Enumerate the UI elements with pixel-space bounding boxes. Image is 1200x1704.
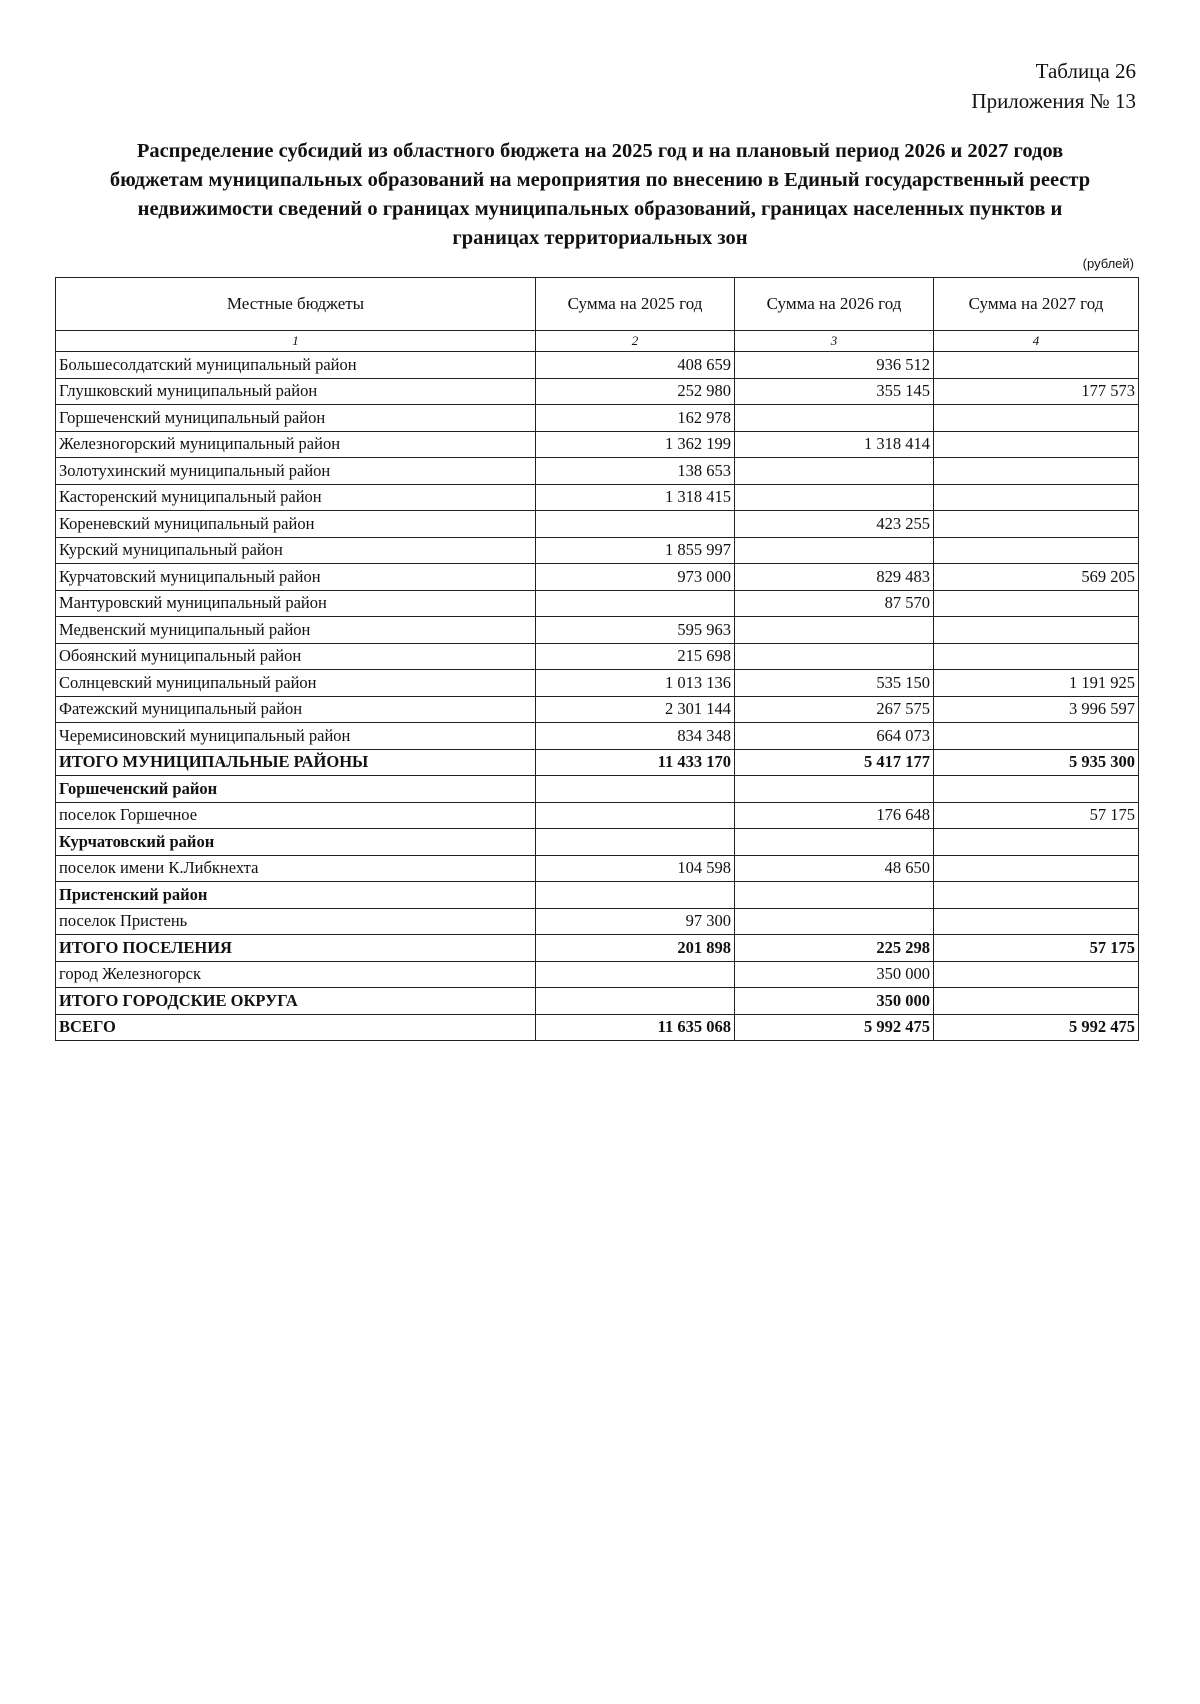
amount-2026: 48 650: [735, 855, 934, 882]
title-line: бюджетам муниципальных образований на мероприятия по внесению в Единый государственный реестр: [109, 169, 1091, 191]
amount-2026: 355 145: [735, 378, 934, 405]
table-row: [56, 908, 1139, 935]
document-title: [60, 137, 1140, 253]
amount-2027: [934, 643, 1139, 670]
table-row: [56, 696, 1139, 723]
amount-2027: [934, 590, 1139, 617]
table-row: [56, 723, 1139, 750]
amount-2025: [536, 961, 735, 988]
table-body: [56, 331, 1139, 1041]
table-row: [56, 564, 1139, 591]
amount-2025: 973 000: [536, 564, 735, 591]
amount-2027: 3 996 597: [934, 696, 1139, 723]
amount-2027: 5 992 475: [934, 1014, 1139, 1041]
amount-2027: [934, 855, 1139, 882]
amount-2026: 423 255: [735, 511, 934, 538]
row-name: ИТОГО ГОРОДСКИЕ ОКРУГА: [56, 988, 536, 1015]
amount-2026: 664 073: [735, 723, 934, 750]
amount-2026: 87 570: [735, 590, 934, 617]
amount-2025: 215 698: [536, 643, 735, 670]
title-line: Распределение субсидий из областного бюджета на 2025 год и на плановый период 2026 и 2027 годов: [136, 140, 1064, 162]
amount-2025: 1 318 415: [536, 484, 735, 511]
amount-2026: 350 000: [735, 988, 934, 1015]
row-name: Обоянский муниципальный район: [56, 643, 536, 670]
amount-2027: [934, 908, 1139, 935]
amount-2026: 225 298: [735, 935, 934, 962]
amount-2026: 267 575: [735, 696, 934, 723]
amount-2027: [934, 988, 1139, 1015]
amount-2026: [735, 484, 934, 511]
amount-2025: 408 659: [536, 352, 735, 379]
amount-2026: [735, 405, 934, 432]
amount-2025: 201 898: [536, 935, 735, 962]
amount-2025: 97 300: [536, 908, 735, 935]
amount-2026: [735, 882, 934, 909]
table-total-row: [56, 935, 1139, 962]
table-total-row: [56, 776, 1139, 803]
amount-2025: 252 980: [536, 378, 735, 405]
amount-2026: 829 483: [735, 564, 934, 591]
amount-2026: 936 512: [735, 352, 934, 379]
amount-2027: [934, 723, 1139, 750]
header-local-budgets: Местные бюджеты: [56, 278, 536, 331]
amount-2027: [934, 511, 1139, 538]
column-number: 3: [735, 331, 934, 352]
table-row: [56, 961, 1139, 988]
table-total-row: [56, 988, 1139, 1015]
amount-2025: [536, 802, 735, 829]
row-name: поселок Горшечное: [56, 802, 536, 829]
amount-2027: 569 205: [934, 564, 1139, 591]
amount-2027: [934, 431, 1139, 458]
row-name: Курчатовский муниципальный район: [56, 564, 536, 591]
row-name: ИТОГО МУНИЦИПАЛЬНЫЕ РАЙОНЫ: [56, 749, 536, 776]
row-name: Мантуровский муниципальный район: [56, 590, 536, 617]
amount-2027: [934, 405, 1139, 432]
row-name: Горшеченский муниципальный район: [56, 405, 536, 432]
amount-2026: [735, 537, 934, 564]
title-line: недвижимости сведений о границах муниципальных образований, границах населенных пунктов и: [137, 198, 1063, 220]
amount-2025: 595 963: [536, 617, 735, 644]
row-name: Железногорский муниципальный район: [56, 431, 536, 458]
header-sum-2025: Сумма на 2025 год: [536, 278, 735, 331]
amount-2027: [934, 537, 1139, 564]
row-name: поселок Пристень: [56, 908, 536, 935]
table-row: [56, 405, 1139, 432]
table-row: [56, 537, 1139, 564]
amount-2026: 350 000: [735, 961, 934, 988]
amount-2026: [735, 458, 934, 485]
row-name: город Железногорск: [56, 961, 536, 988]
amount-2026: 535 150: [735, 670, 934, 697]
amount-2025: 1 362 199: [536, 431, 735, 458]
table-reference: [971, 56, 1136, 116]
row-name: Солнцевский муниципальный район: [56, 670, 536, 697]
amount-2025: [536, 776, 735, 803]
row-name: Золотухинский муниципальный район: [56, 458, 536, 485]
amount-2027: [934, 829, 1139, 856]
amount-2026: [735, 617, 934, 644]
table-header-row: [56, 278, 1139, 331]
amount-2025: 834 348: [536, 723, 735, 750]
amount-2027: 177 573: [934, 378, 1139, 405]
amount-2025: [536, 882, 735, 909]
table-row: [56, 855, 1139, 882]
row-name: Черемисиновский муниципальный район: [56, 723, 536, 750]
amount-2025: 104 598: [536, 855, 735, 882]
appendix-number: Приложения № 13: [971, 89, 1136, 113]
amount-2025: 11 433 170: [536, 749, 735, 776]
row-name: Фатежский муниципальный район: [56, 696, 536, 723]
row-name: Медвенский муниципальный район: [56, 617, 536, 644]
row-name: Кореневский муниципальный район: [56, 511, 536, 538]
table-total-row: [56, 749, 1139, 776]
column-number: 4: [934, 331, 1139, 352]
table-total-row: [56, 829, 1139, 856]
table-row: [56, 431, 1139, 458]
amount-2026: [735, 908, 934, 935]
row-name: Большесолдатский муниципальный район: [56, 352, 536, 379]
table-row: [56, 484, 1139, 511]
subsidy-table: [55, 277, 1139, 1041]
amount-2025: [536, 511, 735, 538]
header-sum-2026: Сумма на 2026 год: [735, 278, 934, 331]
row-name: Курский муниципальный район: [56, 537, 536, 564]
amount-2025: [536, 988, 735, 1015]
amount-2025: 2 301 144: [536, 696, 735, 723]
column-number: 1: [56, 331, 536, 352]
amount-2025: [536, 829, 735, 856]
amount-2027: 5 935 300: [934, 749, 1139, 776]
amount-2027: 1 191 925: [934, 670, 1139, 697]
amount-2026: 5 992 475: [735, 1014, 934, 1041]
header-sum-2027: Сумма на 2027 год: [934, 278, 1139, 331]
amount-2025: 11 635 068: [536, 1014, 735, 1041]
table-row: [56, 458, 1139, 485]
amount-2026: [735, 776, 934, 803]
table-row: [56, 511, 1139, 538]
column-number: 2: [536, 331, 735, 352]
amount-2027: [934, 882, 1139, 909]
amount-2025: 1 013 136: [536, 670, 735, 697]
row-name: ИТОГО ПОСЕЛЕНИЯ: [56, 935, 536, 962]
row-name: Глушковский муниципальный район: [56, 378, 536, 405]
table-row: [56, 802, 1139, 829]
row-name: ВСЕГО: [56, 1014, 536, 1041]
table-row: [56, 670, 1139, 697]
amount-2027: 57 175: [934, 935, 1139, 962]
amount-2026: [735, 643, 934, 670]
table-number: Таблица 26: [1035, 59, 1136, 83]
amount-2027: [934, 617, 1139, 644]
amount-2027: [934, 458, 1139, 485]
table-total-row: [56, 882, 1139, 909]
amount-2025: 162 978: [536, 405, 735, 432]
row-name: Касторенский муниципальный район: [56, 484, 536, 511]
amount-2025: 1 855 997: [536, 537, 735, 564]
column-number-row: [56, 331, 1139, 352]
table-row: [56, 590, 1139, 617]
amount-2026: 5 417 177: [735, 749, 934, 776]
amount-2025: 138 653: [536, 458, 735, 485]
units-label: (рублей): [1082, 256, 1134, 271]
amount-2025: [536, 590, 735, 617]
table-row: [56, 378, 1139, 405]
row-name: Курчатовский район: [56, 829, 536, 856]
row-name: поселок имени К.Либкнехта: [56, 855, 536, 882]
amount-2026: [735, 829, 934, 856]
table-row: [56, 352, 1139, 379]
row-name: Горшеченский район: [56, 776, 536, 803]
table-row: [56, 617, 1139, 644]
row-name: Пристенский район: [56, 882, 536, 909]
table-row: [56, 643, 1139, 670]
amount-2027: 57 175: [934, 802, 1139, 829]
amount-2027: [934, 484, 1139, 511]
amount-2027: [934, 961, 1139, 988]
title-line: границах территориальных зон: [452, 227, 748, 249]
amount-2027: [934, 352, 1139, 379]
amount-2027: [934, 776, 1139, 803]
amount-2026: 176 648: [735, 802, 934, 829]
amount-2026: 1 318 414: [735, 431, 934, 458]
table-total-row: [56, 1014, 1139, 1041]
